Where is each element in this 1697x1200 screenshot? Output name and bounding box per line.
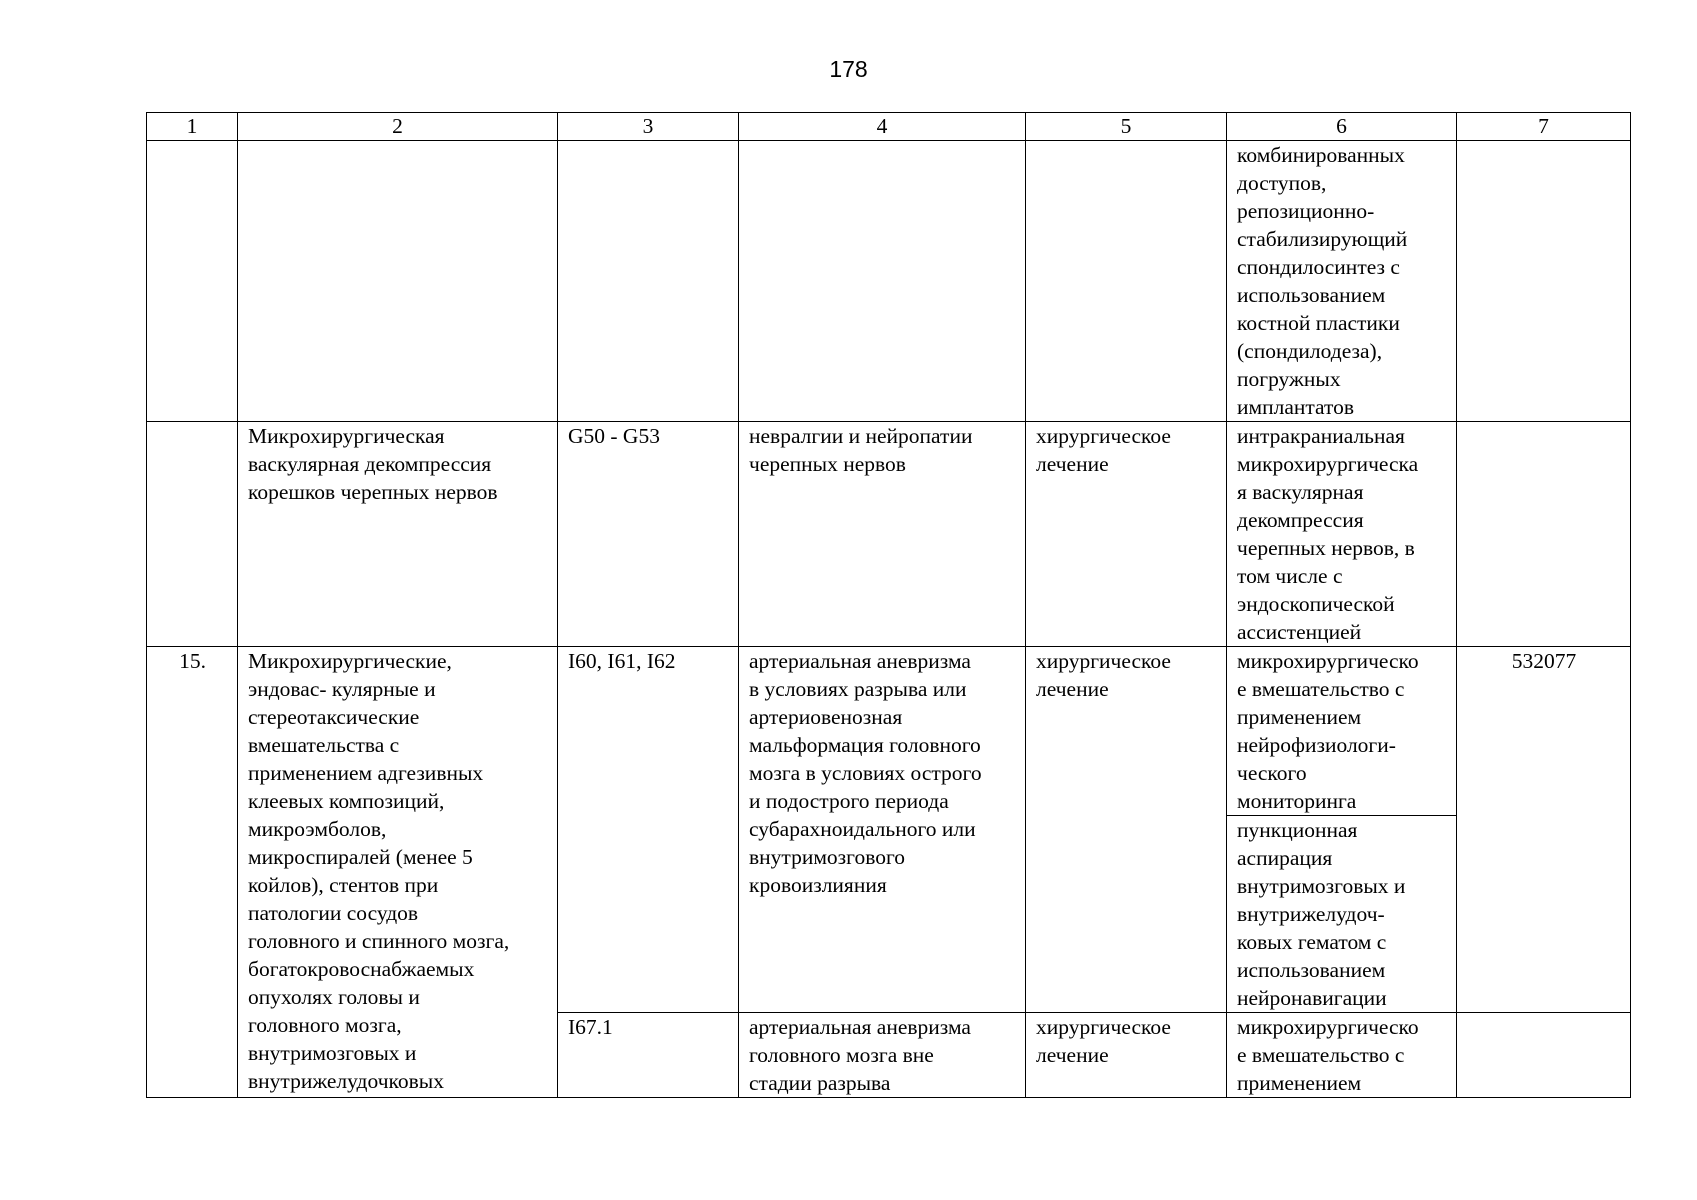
column-number: 2 xyxy=(238,113,558,141)
table-cell xyxy=(1457,422,1631,647)
method-cell: микрохирургическо е вмешательство с применением нейрофизиологи- ческого мониторинга xyxy=(1227,647,1457,816)
table-cell xyxy=(1457,1013,1631,1098)
table-row-g50 xyxy=(147,422,1631,647)
treatment-type-cell: хирургическое лечение xyxy=(1026,1013,1227,1098)
medical-services-table xyxy=(146,112,1631,1098)
row-number-cell: 15. xyxy=(147,647,238,1098)
icd-code-cell: G50 - G53 xyxy=(558,422,739,647)
method-cell: интракраниальная микрохирургическа я васкулярная декомпрессия черепных нервов, в том числе с эндоскопической ассистенцией xyxy=(1227,422,1457,647)
page-number: 178 xyxy=(829,56,868,82)
table-cell xyxy=(739,141,1026,422)
table-cell xyxy=(1457,141,1631,422)
method-cell: микрохирургическо е вмешательство с применением xyxy=(1227,1013,1457,1098)
column-number: 5 xyxy=(1026,113,1227,141)
diagnosis-cell: невралгии и нейропатии черепных нервов xyxy=(739,422,1026,647)
column-number: 4 xyxy=(739,113,1026,141)
table-cell xyxy=(147,422,238,647)
table-cell xyxy=(558,141,739,422)
treatment-type-cell: хирургическое лечение xyxy=(1026,647,1227,1013)
diagnosis-cell: артериальная аневризма в условиях разрыва или артериовенозная мальформация головного мозга в условиях острого и подострого периода субарахноидального или внутримозгового кровоизлияния xyxy=(739,647,1026,1013)
icd-code-cell: I60, I61, I62 xyxy=(558,647,739,1013)
table-cell xyxy=(147,141,238,422)
column-number: 7 xyxy=(1457,113,1631,141)
method-cell: комбинированных доступов, репозиционно- стабилизирующий спондилосинтез с использованием костной пластики (спондилодеза), погружных имплантатов xyxy=(1227,141,1457,422)
column-number-row xyxy=(147,113,1631,141)
method-cell: пункционная аспирация внутримозговых и внутрижелудоч- ковых гематом с использованием нейронавигации xyxy=(1227,816,1457,1013)
column-number: 1 xyxy=(147,113,238,141)
service-name-cell: Микрохирургическая васкулярная декомпрессия корешков черепных нервов xyxy=(238,422,558,647)
diagnosis-cell: артериальная аневризма головного мозга вне стадии разрыва xyxy=(739,1013,1026,1098)
column-number: 3 xyxy=(558,113,739,141)
cost-cell: 532077 xyxy=(1457,647,1631,1013)
treatment-type-cell: хирургическое лечение xyxy=(1026,422,1227,647)
table-cell xyxy=(238,141,558,422)
icd-code-cell: I67.1 xyxy=(558,1013,739,1098)
column-number: 6 xyxy=(1227,113,1457,141)
table-row-continuation xyxy=(147,141,1631,422)
table-cell xyxy=(1026,141,1227,422)
table-row-15 xyxy=(147,647,1631,816)
service-name-cell: Микрохирургические, эндовас- кулярные и стереотаксические вмешательства с применением адгезивных клеевых композиций, микроэмболов, микроспиралей (менее 5 койлов), стентов при патологии сосудов головного и спинного мозга, богатокровоснабжаемых опухолях головы и головного мозга, внутримозговых и внутрижелудочковых xyxy=(238,647,558,1098)
